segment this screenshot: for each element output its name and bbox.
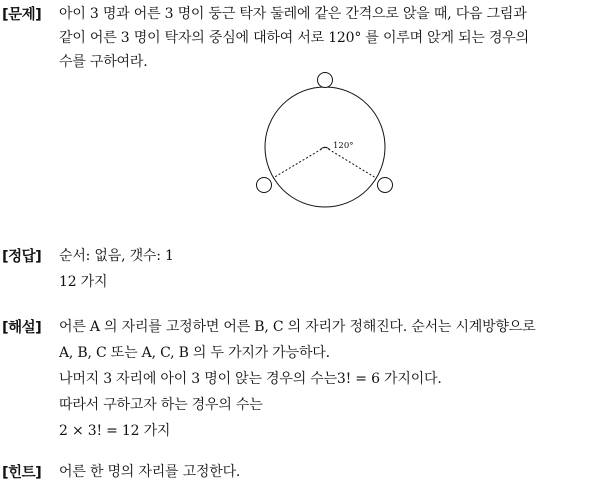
solution-line-1: 어른 A 의 자리를 고정하면 어른 B, C 의 자리가 정해진다. 순서는 시계방향으로 — [59, 319, 536, 335]
hint-label: [힌트] — [2, 465, 42, 481]
solution-line-5: 2 × 3! = 12 가지 — [59, 423, 171, 439]
solution-line-4: 따라서 구하고자 하는 경우의 수는 — [59, 397, 263, 413]
problem-line-2: 같이 어른 3 명이 탁자의 중심에 대하여 서로 120° 를 이루며 앉게 되는 경우의 — [59, 30, 529, 46]
adult-seat-left — [257, 178, 272, 193]
hint-line-1: 어른 한 명의 자리를 고정한다. — [59, 464, 241, 480]
answer-line-1: 순서: 없음, 갯수: 1 — [59, 248, 174, 264]
answer-label: [정답] — [2, 249, 42, 265]
round-table-figure — [250, 68, 410, 218]
problem-line-3: 수를 구하여라. — [59, 54, 148, 70]
answer-line-2: 12 가지 — [59, 274, 108, 290]
adult-seat-right — [378, 178, 393, 193]
problem-line-1: 아이 3 명과 어른 3 명이 둥근 탁자 둘레에 같은 간격으로 앉을 때, 다음 그림과 — [59, 6, 527, 22]
solution-label: [해설] — [2, 320, 42, 336]
problem-label: [문제] — [2, 7, 42, 23]
radius-to-left-seat — [273, 147, 325, 178]
solution-line-2: A, B, C 또는 A, C, B 의 두 가지가 가능하다. — [59, 345, 330, 361]
adult-seat-top — [318, 73, 333, 88]
radius-to-right-seat — [325, 147, 376, 178]
angle-label: 120° — [333, 141, 354, 151]
solution-line-3: 나머지 3 자리에 아이 3 명이 앉는 경우의 수는3! = 6 가지이다. — [59, 371, 442, 387]
